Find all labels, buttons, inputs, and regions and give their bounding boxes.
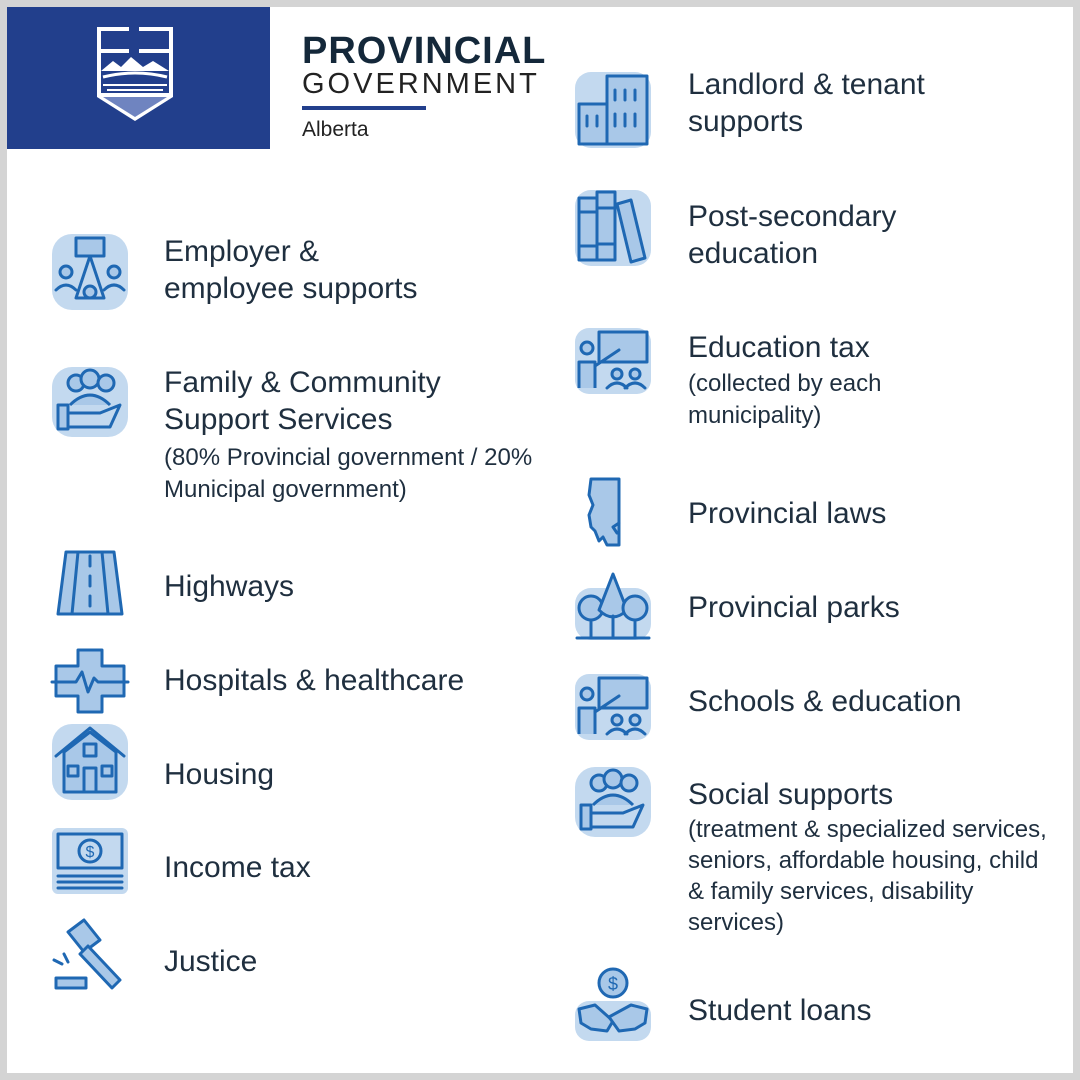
classroom-icon <box>573 322 653 402</box>
gavel-icon <box>50 918 130 998</box>
item-note: (80% Provincial government / 20% Municipal government) <box>164 444 533 503</box>
header-divider <box>302 106 426 110</box>
money-bill-icon <box>50 826 130 906</box>
alberta-shield-logo <box>95 25 175 125</box>
books-icon <box>573 188 653 268</box>
list-item-landlord <box>688 66 928 140</box>
list-item-education-tax <box>688 329 938 432</box>
item-label: Landlord & tenant supports <box>688 68 925 138</box>
svg-text:$: $ <box>607 974 619 994</box>
item-label: Justice <box>164 945 258 978</box>
item-label: Housing <box>164 758 275 791</box>
header-title: PROVINCIAL <box>302 30 547 72</box>
community-hand-icon <box>50 365 130 445</box>
classroom-icon <box>573 668 653 748</box>
list-item-employer <box>164 233 454 307</box>
list-item-post-secondary <box>688 198 928 272</box>
list-item-highways <box>164 568 294 605</box>
list-item-housing <box>164 756 274 793</box>
item-label: Income tax <box>164 851 311 884</box>
header-banner <box>7 7 270 149</box>
item-label: Social supports <box>688 778 894 811</box>
meeting-icon <box>50 232 130 312</box>
item-label: Provincial parks <box>688 591 900 624</box>
item-note: (treatment & specialized services, seniors, affordable housing, child & family services, disability services) <box>688 816 1047 936</box>
hospital-cross-icon <box>50 642 130 722</box>
list-item-income-tax <box>164 849 311 886</box>
list-item-student-loans <box>688 992 871 1029</box>
list-item-schools <box>688 683 962 720</box>
list-item-fcss <box>164 364 534 506</box>
item-label: Highways <box>164 570 295 603</box>
list-item-hospitals <box>164 662 464 699</box>
item-label: Schools & education <box>688 685 962 718</box>
item-label: Hospitals & healthcare <box>164 664 465 697</box>
list-item-provincial-laws <box>688 495 886 532</box>
alberta-map-icon <box>573 475 653 555</box>
highway-icon <box>50 548 130 628</box>
handshake-dollar-icon <box>573 965 653 1045</box>
house-icon <box>50 722 130 802</box>
buildings-icon <box>573 70 653 150</box>
item-label: Post-secondary education <box>688 200 897 270</box>
list-item-provincial-parks <box>688 589 900 626</box>
item-label: Provincial laws <box>688 497 887 530</box>
header-subtitle: GOVERNMENT <box>302 68 540 100</box>
svg-text:$: $ <box>85 844 95 861</box>
header-province: Alberta <box>302 118 369 141</box>
item-label: Employer & employee supports <box>164 235 418 305</box>
community-hand-icon <box>573 765 653 845</box>
list-item-social-supports <box>688 776 1058 938</box>
item-note: (collected by each municipality) <box>688 370 882 429</box>
item-label: Education tax <box>688 331 870 364</box>
list-item-justice <box>164 943 257 980</box>
trees-icon <box>573 570 653 650</box>
item-label: Student loans <box>688 994 872 1027</box>
item-label: Family & Community Support Services <box>164 366 441 436</box>
